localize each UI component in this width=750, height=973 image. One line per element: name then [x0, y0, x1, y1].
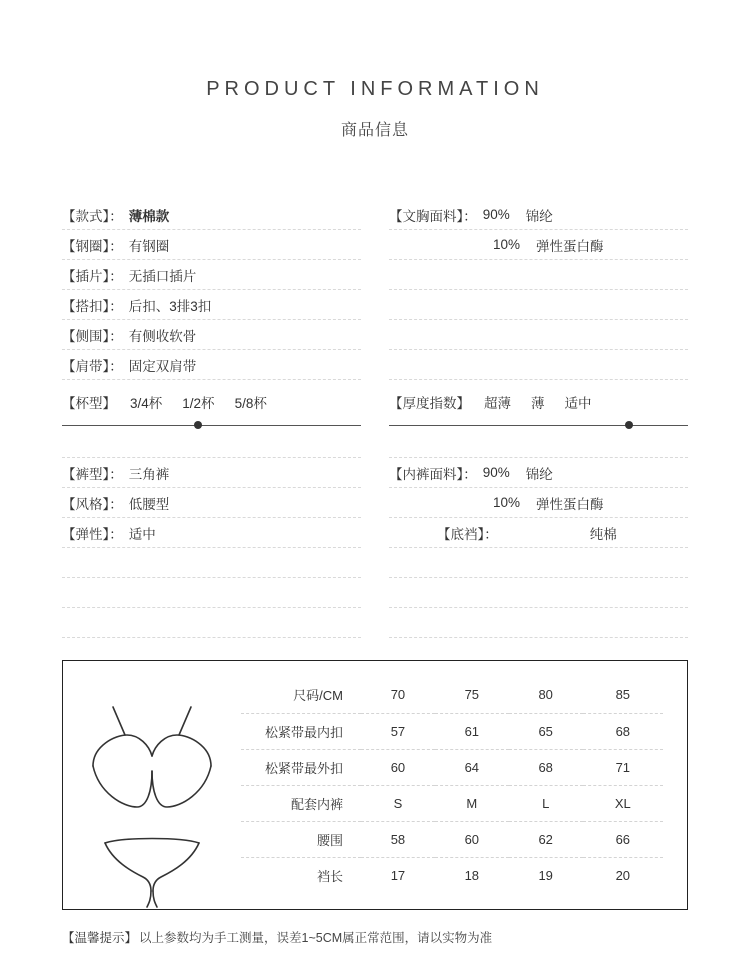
- cup-type-scale-line: [62, 425, 361, 426]
- page-title-en: PRODUCT INFORMATION: [206, 78, 544, 100]
- spec-divider: [389, 434, 688, 458]
- spec-row: [389, 518, 688, 548]
- spec-row: [62, 458, 361, 488]
- spec-value: 后扣、3排3扣: [128, 298, 212, 314]
- spec-row: [389, 200, 688, 230]
- thickness-option[interactable]: 薄: [531, 396, 545, 411]
- table-row: [241, 713, 663, 749]
- table-cell: 17: [390, 867, 406, 883]
- note-text: 以上参数均为手工测量，误差1~5CM属正常范围，请以实物为准: [139, 931, 493, 945]
- table-cell: XL: [583, 785, 663, 821]
- table-cell: M: [435, 785, 509, 821]
- row-header: 配套内裤: [241, 785, 361, 821]
- spec-value: 固定双肩带: [128, 358, 197, 374]
- spec-value: 弹性蛋白酶: [536, 238, 604, 254]
- spec-label: 【文胸面料】：: [389, 208, 477, 224]
- spec-label: 【插片】：: [62, 268, 123, 284]
- spec-row-empty: [62, 548, 361, 578]
- row-header: 裆长: [316, 868, 343, 884]
- thickness-scale-marker: [625, 421, 633, 429]
- spec-percent: 90%: [482, 207, 510, 222]
- spec-value: 三角裤: [128, 466, 170, 482]
- spec-value: 锦纶: [525, 466, 553, 482]
- thickness-option[interactable]: 适中: [564, 396, 592, 411]
- spec-value: 薄棉款: [128, 208, 170, 224]
- spec-row-empty: [389, 608, 688, 638]
- cup-type-scale-marker: [194, 421, 202, 429]
- spec-label: 【裤型】：: [62, 466, 123, 482]
- spec-value: 纯棉: [589, 526, 617, 542]
- footer-note: [62, 928, 688, 946]
- thickness-scale: [389, 380, 688, 434]
- spec-label: 【内裤面料】：: [389, 466, 477, 482]
- spec-row-empty: [389, 350, 688, 380]
- spec-label: 【钢圈】：: [62, 238, 123, 254]
- row-header: 腰围: [241, 821, 361, 857]
- note-label: 【温馨提示】: [62, 931, 138, 945]
- spec-row-empty: [389, 290, 688, 320]
- spec-value: 有侧收软骨: [128, 328, 197, 344]
- cup-type-label: 【杯型】: [62, 396, 116, 411]
- spec-value: 锦纶: [525, 208, 553, 224]
- thickness-option[interactable]: 超薄: [484, 396, 511, 411]
- spec-row-empty: [389, 320, 688, 350]
- cup-type-option[interactable]: 3/4杯: [130, 396, 163, 411]
- spec-value: 适中: [128, 526, 156, 542]
- table-cell: 61: [435, 713, 509, 749]
- specs-section: [62, 200, 688, 638]
- page-header: [0, 0, 750, 140]
- thickness-label: 【厚度指数】: [389, 396, 470, 411]
- spec-row: [389, 488, 688, 518]
- table-cell: S: [361, 785, 435, 821]
- size-chart-box: [62, 660, 688, 910]
- table-cell: 18: [464, 867, 480, 883]
- table-cell: 60: [361, 749, 435, 785]
- spec-label: 【款式】：: [62, 208, 123, 224]
- spec-label: 【底裆】：: [437, 526, 498, 542]
- spec-row-empty: [389, 260, 688, 290]
- table-cell: 71: [583, 749, 663, 785]
- table-cell: 64: [435, 749, 509, 785]
- table-cell: 66: [583, 821, 663, 857]
- lingerie-illustration: [63, 661, 241, 909]
- table-cell: 80: [509, 677, 583, 713]
- table-row: [241, 677, 663, 713]
- table-cell: 65: [509, 713, 583, 749]
- spec-row: [62, 488, 361, 518]
- specs-column-right: [375, 200, 688, 638]
- spec-row-empty: [62, 608, 361, 638]
- spec-row-empty: [389, 578, 688, 608]
- table-cell: 68: [509, 749, 583, 785]
- table-cell: 20: [615, 867, 631, 883]
- spec-label: 【弹性】：: [62, 526, 123, 542]
- table-cell: 57: [361, 713, 435, 749]
- spec-row: [389, 458, 688, 488]
- cup-type-scale: [62, 380, 361, 434]
- table-cell: 60: [435, 821, 509, 857]
- cup-type-option[interactable]: 5/8杯: [234, 396, 267, 411]
- table-row: [241, 821, 663, 857]
- row-header: 尺码/CM: [241, 677, 361, 713]
- table-row: [241, 749, 663, 785]
- table-row: [241, 785, 663, 821]
- size-table: [241, 677, 663, 893]
- spec-row-empty: [62, 578, 361, 608]
- spec-label: 【风格】：: [62, 496, 123, 512]
- spec-row-empty: [389, 548, 688, 578]
- spec-row: [389, 230, 688, 260]
- row-header: 松紧带最内扣: [241, 713, 361, 749]
- specs-column-left: [62, 200, 375, 638]
- spec-row: [62, 290, 361, 320]
- spec-percent: 10%: [493, 237, 521, 252]
- page-title-cn: 商品信息: [340, 122, 409, 139]
- spec-percent: 10%: [493, 495, 521, 510]
- spec-value: 无插口插片: [128, 268, 197, 284]
- table-cell: 85: [583, 677, 663, 713]
- table-cell: 62: [509, 821, 583, 857]
- table-cell: 19: [538, 867, 553, 883]
- table-row: [241, 857, 663, 893]
- table-cell: L: [509, 785, 583, 821]
- spec-row: [62, 518, 361, 548]
- spec-row: [62, 350, 361, 380]
- table-cell: 58: [361, 821, 435, 857]
- spec-row: [62, 230, 361, 260]
- spec-row: [62, 200, 361, 230]
- row-header: 松紧带最外扣: [241, 749, 361, 785]
- spec-divider: [62, 434, 361, 458]
- thickness-scale-line: [389, 425, 688, 426]
- spec-label: 【侧围】：: [62, 328, 123, 344]
- spec-row: [62, 260, 361, 290]
- spec-value: 低腰型: [128, 496, 170, 512]
- size-table-wrap: [241, 661, 687, 909]
- table-cell: 70: [361, 677, 435, 713]
- spec-value: 有钢圈: [128, 238, 170, 254]
- spec-row: [62, 320, 361, 350]
- spec-percent: 90%: [482, 465, 510, 480]
- table-cell: 68: [583, 713, 663, 749]
- spec-label: 【肩带】：: [62, 358, 123, 374]
- cup-type-option[interactable]: 1/2杯: [182, 396, 215, 411]
- spec-label: 【搭扣】：: [62, 298, 123, 314]
- table-cell: 75: [435, 677, 509, 713]
- spec-value: 弹性蛋白酶: [536, 496, 604, 512]
